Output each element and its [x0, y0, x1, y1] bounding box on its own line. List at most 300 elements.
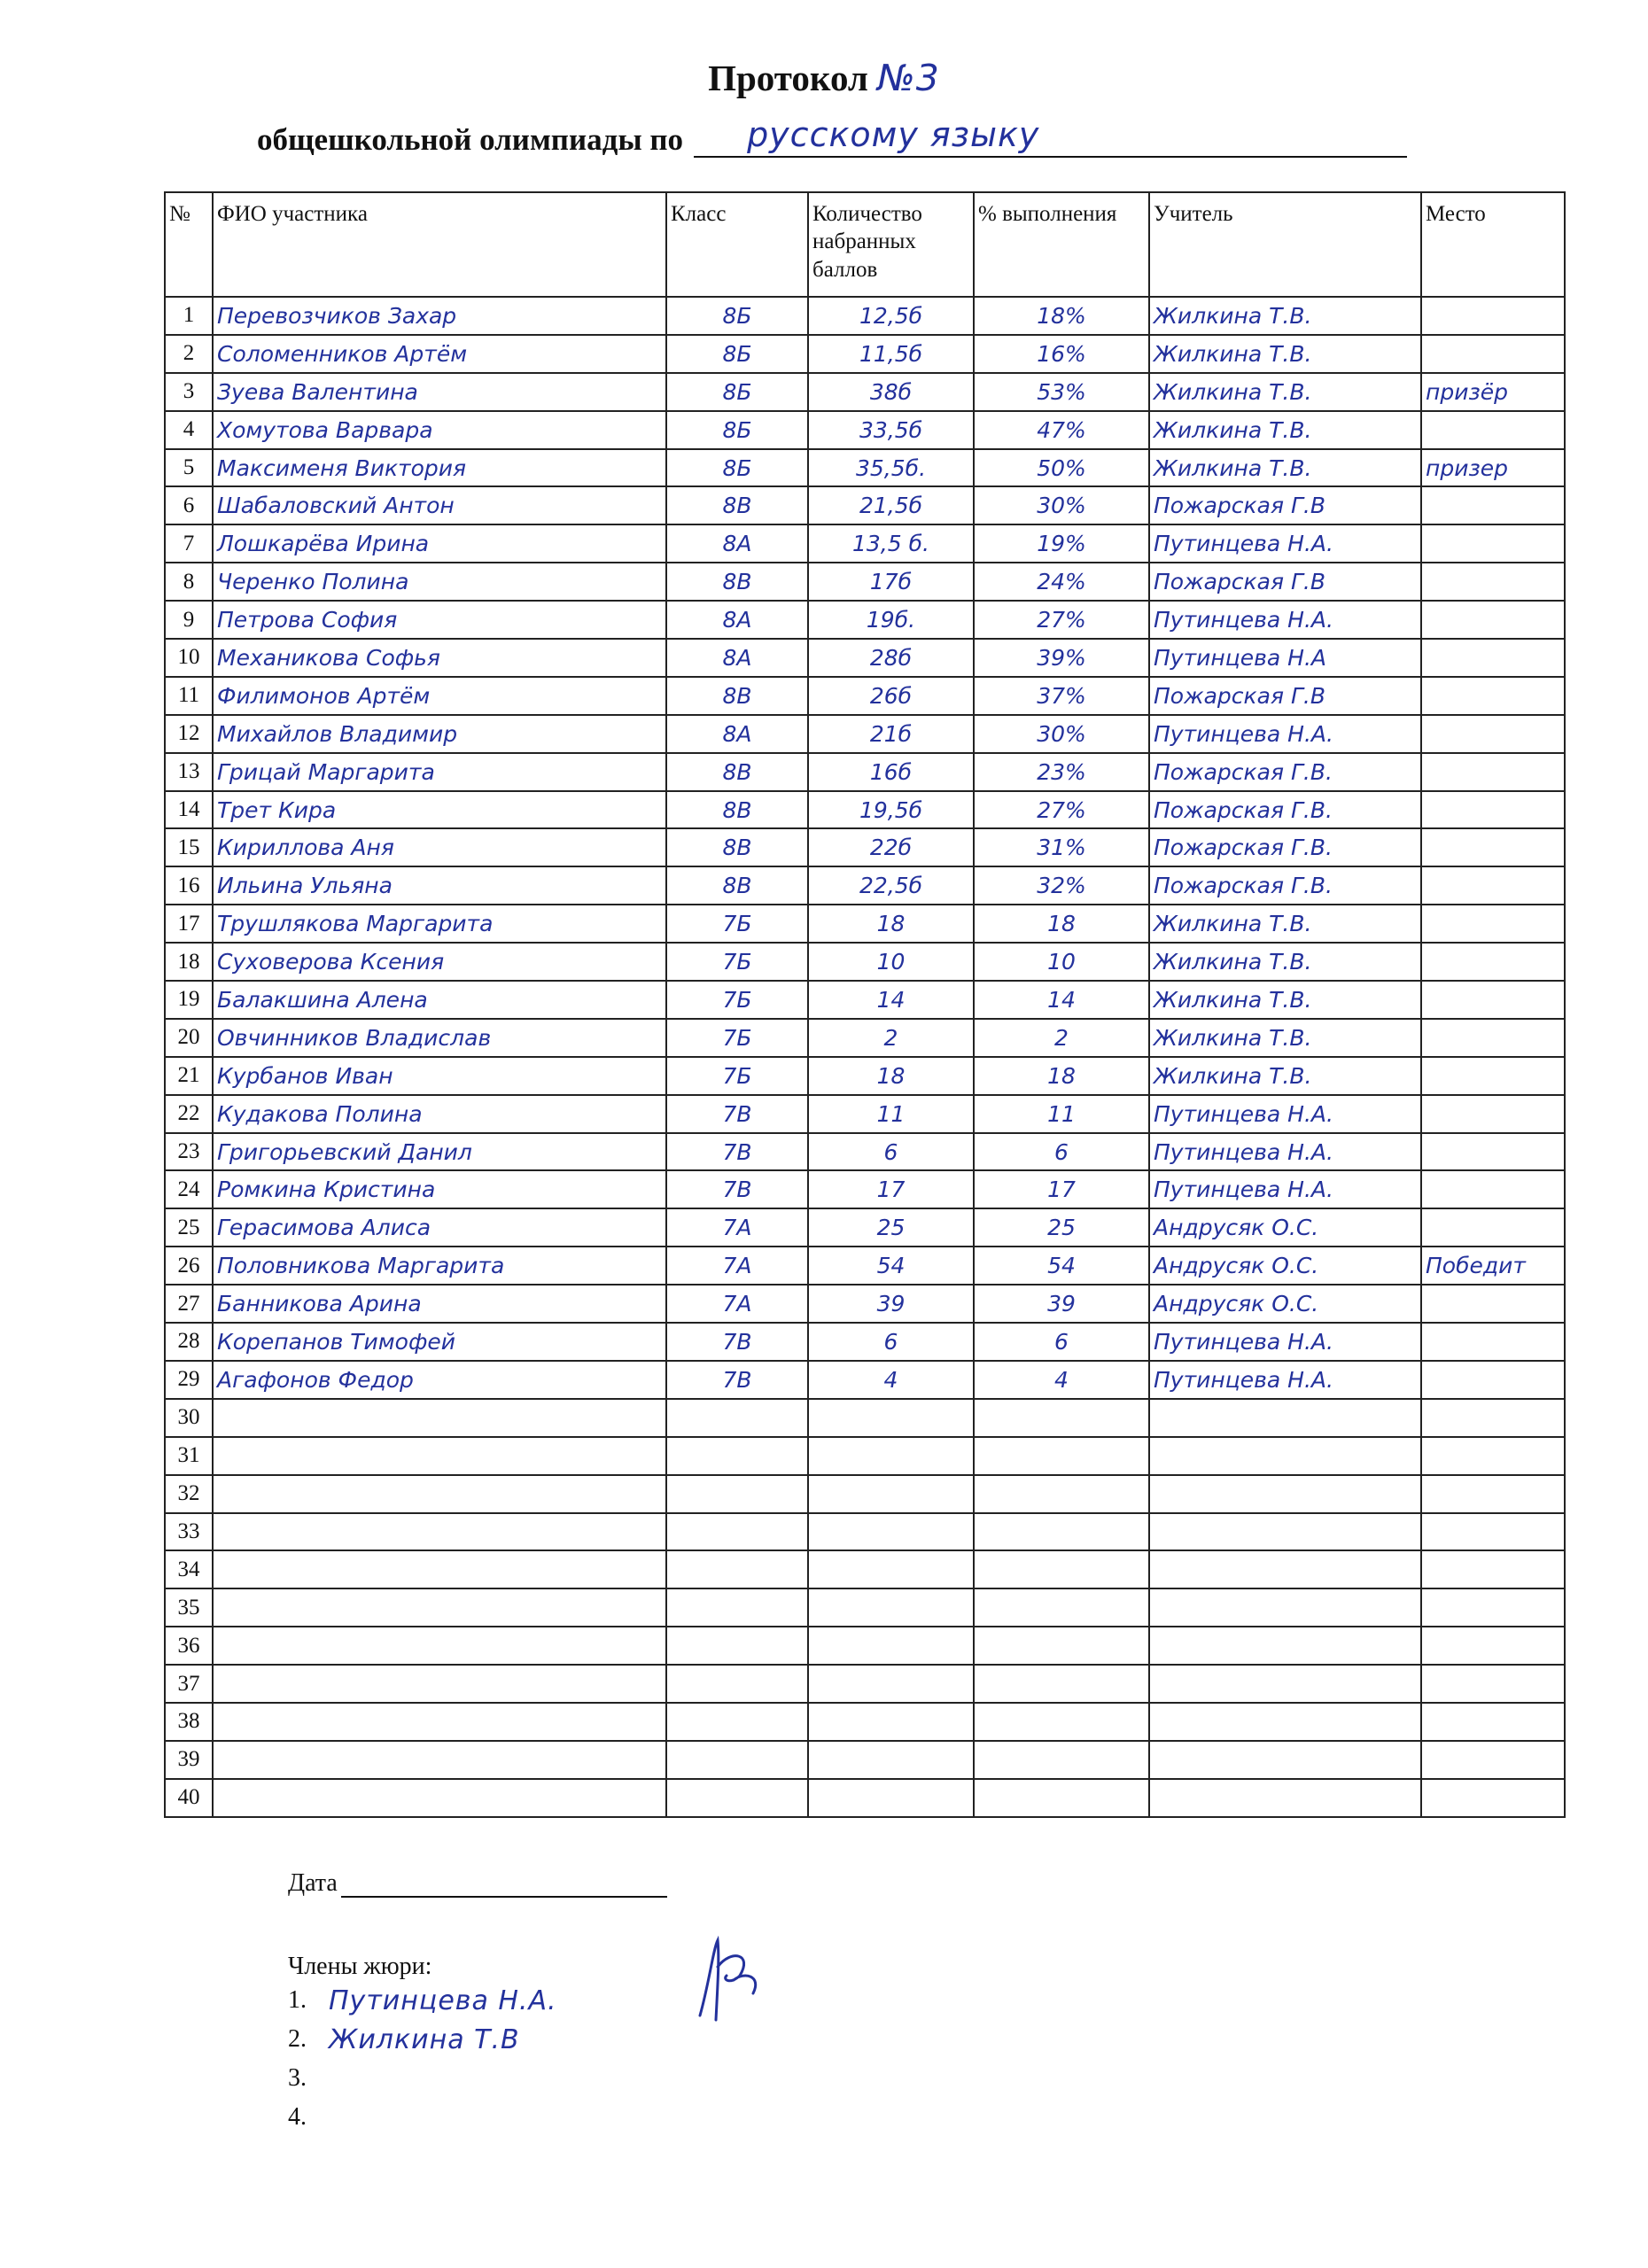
- row-number: 5: [165, 449, 213, 487]
- participant-percent: 19%: [974, 524, 1149, 563]
- participant-place: [1421, 1133, 1565, 1171]
- participant-class: [666, 1437, 808, 1475]
- row-number: 37: [165, 1665, 213, 1703]
- jury-item: [288, 1981, 667, 2020]
- participant-teacher: Жилкина Т.В.: [1149, 1057, 1421, 1095]
- participant-percent: 39%: [974, 639, 1149, 677]
- participant-class: 7А: [666, 1208, 808, 1247]
- participant-place: [1421, 1550, 1565, 1588]
- participant-teacher: [1149, 1627, 1421, 1665]
- participant-percent: 53%: [974, 373, 1149, 411]
- row-number: 6: [165, 486, 213, 524]
- participant-class: 8Б: [666, 297, 808, 335]
- row-number: 17: [165, 905, 213, 943]
- row-number: 27: [165, 1285, 213, 1323]
- participant-name: Филимонов Артём: [213, 677, 666, 715]
- participant-percent: 23%: [974, 753, 1149, 791]
- participant-percent: 39: [974, 1285, 1149, 1323]
- table-row: [165, 449, 1565, 487]
- participant-class: 8В: [666, 753, 808, 791]
- row-number: 31: [165, 1437, 213, 1475]
- participant-place: [1421, 1019, 1565, 1057]
- title-text: Протокол: [708, 58, 868, 98]
- participant-class: 7В: [666, 1323, 808, 1361]
- table-row: [165, 1665, 1565, 1703]
- participant-class: [666, 1550, 808, 1588]
- table-row: [165, 1399, 1565, 1437]
- participant-name: [213, 1741, 666, 1779]
- participant-place: [1421, 866, 1565, 905]
- participant-place: [1421, 1399, 1565, 1437]
- participant-teacher: Пожарская Г.В.: [1149, 866, 1421, 905]
- table-row: [165, 1475, 1565, 1513]
- participant-name: [213, 1550, 666, 1588]
- table-row: [165, 411, 1565, 449]
- participant-percent: 2: [974, 1019, 1149, 1057]
- participant-score: 18: [808, 905, 974, 943]
- participant-class: [666, 1779, 808, 1817]
- participant-class: 8В: [666, 677, 808, 715]
- participant-name: Кудакова Полина: [213, 1095, 666, 1133]
- participant-score: 54: [808, 1247, 974, 1285]
- participant-place: [1421, 981, 1565, 1019]
- row-number: 26: [165, 1247, 213, 1285]
- participant-name: Агафонов Федор: [213, 1361, 666, 1399]
- participant-score: [808, 1588, 974, 1627]
- row-number: 28: [165, 1323, 213, 1361]
- participant-place: [1421, 753, 1565, 791]
- participant-teacher: Пожарская Г.В.: [1149, 791, 1421, 829]
- participant-teacher: Андрусяк О.С.: [1149, 1285, 1421, 1323]
- signature-mark: [691, 1931, 771, 2029]
- participant-score: 39: [808, 1285, 974, 1323]
- participant-teacher: Андрусяк О.С.: [1149, 1247, 1421, 1285]
- participant-place: [1421, 639, 1565, 677]
- participant-teacher: Путинцева Н.А.: [1149, 715, 1421, 753]
- table-row: [165, 1208, 1565, 1247]
- participant-percent: 37%: [974, 677, 1149, 715]
- row-number: 7: [165, 524, 213, 563]
- participant-name: Банникова Арина: [213, 1285, 666, 1323]
- table-row: [165, 1550, 1565, 1588]
- participant-class: 7Б: [666, 905, 808, 943]
- row-number: 15: [165, 828, 213, 866]
- participant-score: 25: [808, 1208, 974, 1247]
- col-header-class: Класс: [666, 192, 808, 297]
- participant-class: 7В: [666, 1133, 808, 1171]
- participant-place: [1421, 1095, 1565, 1133]
- table-row: [165, 1247, 1565, 1285]
- participant-place: [1421, 828, 1565, 866]
- participant-place: [1421, 1057, 1565, 1095]
- participant-score: 12,5б: [808, 297, 974, 335]
- subject-value: русскому языку: [747, 115, 1040, 154]
- participant-score: 17б: [808, 563, 974, 601]
- participant-teacher: Пожарская Г.В: [1149, 486, 1421, 524]
- participant-class: 7Б: [666, 981, 808, 1019]
- participant-teacher: [1149, 1779, 1421, 1817]
- participant-teacher: [1149, 1513, 1421, 1551]
- participant-score: 10: [808, 943, 974, 981]
- participant-class: 8А: [666, 639, 808, 677]
- participant-score: 18: [808, 1057, 974, 1095]
- participant-score: 19,5б: [808, 791, 974, 829]
- row-number: 32: [165, 1475, 213, 1513]
- participant-name: Грицай Маргарита: [213, 753, 666, 791]
- participant-class: 8В: [666, 828, 808, 866]
- participant-class: [666, 1703, 808, 1741]
- participant-teacher: [1149, 1588, 1421, 1627]
- row-number: 30: [165, 1399, 213, 1437]
- participant-place: [1421, 1741, 1565, 1779]
- participant-teacher: Путинцева Н.А.: [1149, 1170, 1421, 1208]
- participant-name: Максименя Виктория: [213, 449, 666, 487]
- participant-percent: 31%: [974, 828, 1149, 866]
- row-number: 1: [165, 297, 213, 335]
- row-number: 2: [165, 335, 213, 373]
- participant-percent: 10: [974, 943, 1149, 981]
- participant-percent: [974, 1588, 1149, 1627]
- page-title: [0, 57, 1648, 99]
- participant-teacher: [1149, 1399, 1421, 1437]
- participant-score: 13,5 б.: [808, 524, 974, 563]
- participant-class: 7А: [666, 1285, 808, 1323]
- participant-percent: 30%: [974, 715, 1149, 753]
- participant-score: 21б: [808, 715, 974, 753]
- participant-percent: [974, 1437, 1149, 1475]
- participant-name: Корепанов Тимофей: [213, 1323, 666, 1361]
- table-row: [165, 1627, 1565, 1665]
- participant-class: 7В: [666, 1095, 808, 1133]
- row-number: 12: [165, 715, 213, 753]
- participant-score: 17: [808, 1170, 974, 1208]
- results-table: [164, 191, 1566, 1818]
- participant-place: [1421, 601, 1565, 639]
- table-row: [165, 1437, 1565, 1475]
- date-field: [341, 1871, 667, 1898]
- table-row: [165, 715, 1565, 753]
- participant-class: 7Б: [666, 1019, 808, 1057]
- participant-percent: 24%: [974, 563, 1149, 601]
- jury-label: Члены жюри:: [288, 1953, 432, 1980]
- table-row: [165, 1095, 1565, 1133]
- row-number: 20: [165, 1019, 213, 1057]
- row-number: 39: [165, 1741, 213, 1779]
- table-row: [165, 1703, 1565, 1741]
- row-number: 14: [165, 791, 213, 829]
- participant-percent: 14: [974, 981, 1149, 1019]
- table-row: [165, 1741, 1565, 1779]
- participant-teacher: [1149, 1741, 1421, 1779]
- participant-percent: 54: [974, 1247, 1149, 1285]
- participant-score: [808, 1437, 974, 1475]
- participant-score: 4: [808, 1361, 974, 1399]
- participant-place: [1421, 1475, 1565, 1513]
- participant-place: [1421, 943, 1565, 981]
- participant-name: Кириллова Аня: [213, 828, 666, 866]
- table-row: [165, 828, 1565, 866]
- participant-place: призёр: [1421, 373, 1565, 411]
- participant-class: 8Б: [666, 335, 808, 373]
- participant-name: Михайлов Владимир: [213, 715, 666, 753]
- table-row: [165, 524, 1565, 563]
- row-number: 18: [165, 943, 213, 981]
- participant-place: призер: [1421, 449, 1565, 487]
- participant-name: [213, 1703, 666, 1741]
- participant-score: [808, 1399, 974, 1437]
- participant-name: Лошкарёва Ирина: [213, 524, 666, 563]
- participant-percent: 47%: [974, 411, 1149, 449]
- participant-place: [1421, 791, 1565, 829]
- participant-teacher: Путинцева Н.А.: [1149, 1361, 1421, 1399]
- participant-score: 38б: [808, 373, 974, 411]
- participant-score: 19б.: [808, 601, 974, 639]
- participant-place: [1421, 335, 1565, 373]
- participant-place: [1421, 677, 1565, 715]
- jury-number: 2.: [288, 2025, 307, 2053]
- participant-score: 33,5б: [808, 411, 974, 449]
- participant-place: [1421, 524, 1565, 563]
- row-number: 23: [165, 1133, 213, 1171]
- table-row: [165, 1513, 1565, 1551]
- row-number: 36: [165, 1627, 213, 1665]
- row-number: 9: [165, 601, 213, 639]
- participant-place: [1421, 1779, 1565, 1817]
- participant-teacher: Путинцева Н.А.: [1149, 1095, 1421, 1133]
- participant-class: 8В: [666, 486, 808, 524]
- participant-percent: [974, 1779, 1149, 1817]
- participant-teacher: [1149, 1703, 1421, 1741]
- jury-name: Путинцева Н.А.: [329, 1984, 557, 2016]
- participant-teacher: Пожарская Г.В: [1149, 677, 1421, 715]
- participant-teacher: Жилкина Т.В.: [1149, 449, 1421, 487]
- participant-class: 7Б: [666, 943, 808, 981]
- participant-class: 8А: [666, 715, 808, 753]
- participant-teacher: Жилкина Т.В.: [1149, 943, 1421, 981]
- participant-percent: [974, 1399, 1149, 1437]
- participant-teacher: Путинцева Н.А.: [1149, 1323, 1421, 1361]
- participant-class: 8В: [666, 563, 808, 601]
- participant-score: 2: [808, 1019, 974, 1057]
- table-row: [165, 639, 1565, 677]
- table-row: [165, 297, 1565, 335]
- table-header-row: [165, 192, 1565, 297]
- row-number: 8: [165, 563, 213, 601]
- table-row: [165, 373, 1565, 411]
- participant-teacher: Жилкина Т.В.: [1149, 297, 1421, 335]
- participant-score: [808, 1703, 974, 1741]
- participant-teacher: [1149, 1437, 1421, 1475]
- participant-name: Черенко Полина: [213, 563, 666, 601]
- participant-place: [1421, 1361, 1565, 1399]
- participant-percent: [974, 1550, 1149, 1588]
- participant-class: 7В: [666, 1170, 808, 1208]
- participant-place: [1421, 563, 1565, 601]
- footer: [288, 1869, 667, 2137]
- participant-place: [1421, 1285, 1565, 1323]
- row-number: 13: [165, 753, 213, 791]
- participant-score: [808, 1550, 974, 1588]
- participant-percent: 27%: [974, 601, 1149, 639]
- table-row: [165, 1170, 1565, 1208]
- col-header-name: ФИО участника: [213, 192, 666, 297]
- table-row: [165, 905, 1565, 943]
- participant-class: 8А: [666, 524, 808, 563]
- participant-place: [1421, 1513, 1565, 1551]
- table-row: [165, 753, 1565, 791]
- participant-name: [213, 1779, 666, 1817]
- jury-number: 1.: [288, 1986, 307, 2014]
- participant-score: 28б: [808, 639, 974, 677]
- participant-score: 22б: [808, 828, 974, 866]
- participant-class: 7А: [666, 1247, 808, 1285]
- participant-teacher: Жилкина Т.В.: [1149, 373, 1421, 411]
- participant-name: Шабаловский Антон: [213, 486, 666, 524]
- participant-teacher: Жилкина Т.В.: [1149, 981, 1421, 1019]
- table-row: [165, 486, 1565, 524]
- participant-class: [666, 1513, 808, 1551]
- participant-teacher: Пожарская Г.В.: [1149, 753, 1421, 791]
- table-row: [165, 791, 1565, 829]
- participant-score: 11,5б: [808, 335, 974, 373]
- participant-teacher: Жилкина Т.В.: [1149, 411, 1421, 449]
- jury-number: 4.: [288, 2103, 307, 2131]
- participant-class: [666, 1665, 808, 1703]
- table-row: [165, 943, 1565, 981]
- participant-name: Ильина Ульяна: [213, 866, 666, 905]
- participant-name: Механикова Софья: [213, 639, 666, 677]
- participant-place: [1421, 1665, 1565, 1703]
- subtitle-line: [257, 115, 1407, 158]
- participant-class: [666, 1475, 808, 1513]
- row-number: 4: [165, 411, 213, 449]
- row-number: 34: [165, 1550, 213, 1588]
- participant-percent: 50%: [974, 449, 1149, 487]
- participant-name: Суховерова Ксения: [213, 943, 666, 981]
- row-number: 19: [165, 981, 213, 1019]
- participant-percent: 18%: [974, 297, 1149, 335]
- table-row: [165, 1019, 1565, 1057]
- col-header-num: №: [165, 192, 213, 297]
- participant-class: [666, 1741, 808, 1779]
- participant-score: 11: [808, 1095, 974, 1133]
- participant-name: Хомутова Варвара: [213, 411, 666, 449]
- participant-score: 35,5б.: [808, 449, 974, 487]
- table-row: [165, 1779, 1565, 1817]
- participant-name: Курбанов Иван: [213, 1057, 666, 1095]
- participant-percent: [974, 1627, 1149, 1665]
- participant-teacher: Жилкина Т.В.: [1149, 1019, 1421, 1057]
- row-number: 3: [165, 373, 213, 411]
- participant-score: 6: [808, 1133, 974, 1171]
- col-header-percent: % выполнения: [974, 192, 1149, 297]
- row-number: 29: [165, 1361, 213, 1399]
- participant-name: Петрова София: [213, 601, 666, 639]
- participant-name: Половникова Маргарита: [213, 1247, 666, 1285]
- participant-name: [213, 1399, 666, 1437]
- participant-score: [808, 1665, 974, 1703]
- row-number: 33: [165, 1513, 213, 1551]
- participant-percent: [974, 1703, 1149, 1741]
- participant-percent: 18: [974, 905, 1149, 943]
- participant-percent: [974, 1741, 1149, 1779]
- table-row: [165, 1588, 1565, 1627]
- table-row: [165, 1361, 1565, 1399]
- participant-name: Перевозчиков Захар: [213, 297, 666, 335]
- col-header-score: Количество набранных баллов: [808, 192, 974, 297]
- row-number: 40: [165, 1779, 213, 1817]
- participant-name: [213, 1665, 666, 1703]
- participant-class: 8Б: [666, 411, 808, 449]
- participant-place: [1421, 297, 1565, 335]
- col-header-teacher: Учитель: [1149, 192, 1421, 297]
- row-number: 35: [165, 1588, 213, 1627]
- participant-place: [1421, 411, 1565, 449]
- participant-name: [213, 1513, 666, 1551]
- participant-percent: 18: [974, 1057, 1149, 1095]
- col-header-place: Место: [1421, 192, 1565, 297]
- row-number: 25: [165, 1208, 213, 1247]
- participant-place: [1421, 1703, 1565, 1741]
- participant-teacher: Путинцева Н.А: [1149, 639, 1421, 677]
- participant-place: [1421, 1323, 1565, 1361]
- participant-name: Герасимова Алиса: [213, 1208, 666, 1247]
- participant-name: Балакшина Алена: [213, 981, 666, 1019]
- participant-teacher: Пожарская Г.В: [1149, 563, 1421, 601]
- subject-field: [694, 115, 1407, 158]
- participant-percent: 27%: [974, 791, 1149, 829]
- table-row: [165, 1323, 1565, 1361]
- participant-place: Победит: [1421, 1247, 1565, 1285]
- participant-percent: [974, 1513, 1149, 1551]
- row-number: 38: [165, 1703, 213, 1741]
- table-row: [165, 563, 1565, 601]
- participant-percent: 30%: [974, 486, 1149, 524]
- participant-teacher: Жилкина Т.В.: [1149, 905, 1421, 943]
- participant-score: [808, 1627, 974, 1665]
- participant-percent: 32%: [974, 866, 1149, 905]
- participant-place: [1421, 1627, 1565, 1665]
- row-number: 24: [165, 1170, 213, 1208]
- participant-class: 8В: [666, 866, 808, 905]
- participant-score: 6: [808, 1323, 974, 1361]
- participant-class: 7Б: [666, 1057, 808, 1095]
- participant-percent: 11: [974, 1095, 1149, 1133]
- date-row: [288, 1869, 667, 1898]
- row-number: 11: [165, 677, 213, 715]
- participant-place: [1421, 1170, 1565, 1208]
- participant-class: 8Б: [666, 449, 808, 487]
- participant-name: Зуева Валентина: [213, 373, 666, 411]
- participant-place: [1421, 1208, 1565, 1247]
- participant-score: [808, 1779, 974, 1817]
- participant-percent: 6: [974, 1133, 1149, 1171]
- participant-place: [1421, 486, 1565, 524]
- table-row: [165, 1133, 1565, 1171]
- jury-item: [288, 2020, 667, 2059]
- subtitle-text: общешкольной олимпиады по: [257, 122, 684, 157]
- participant-name: Григорьевский Данил: [213, 1133, 666, 1171]
- participant-name: [213, 1627, 666, 1665]
- participant-percent: 4: [974, 1361, 1149, 1399]
- participant-name: Овчинников Владислав: [213, 1019, 666, 1057]
- participant-class: [666, 1399, 808, 1437]
- table-row: [165, 981, 1565, 1019]
- participant-class: 7В: [666, 1361, 808, 1399]
- participant-place: [1421, 715, 1565, 753]
- table-body: [165, 297, 1565, 1817]
- participant-name: [213, 1475, 666, 1513]
